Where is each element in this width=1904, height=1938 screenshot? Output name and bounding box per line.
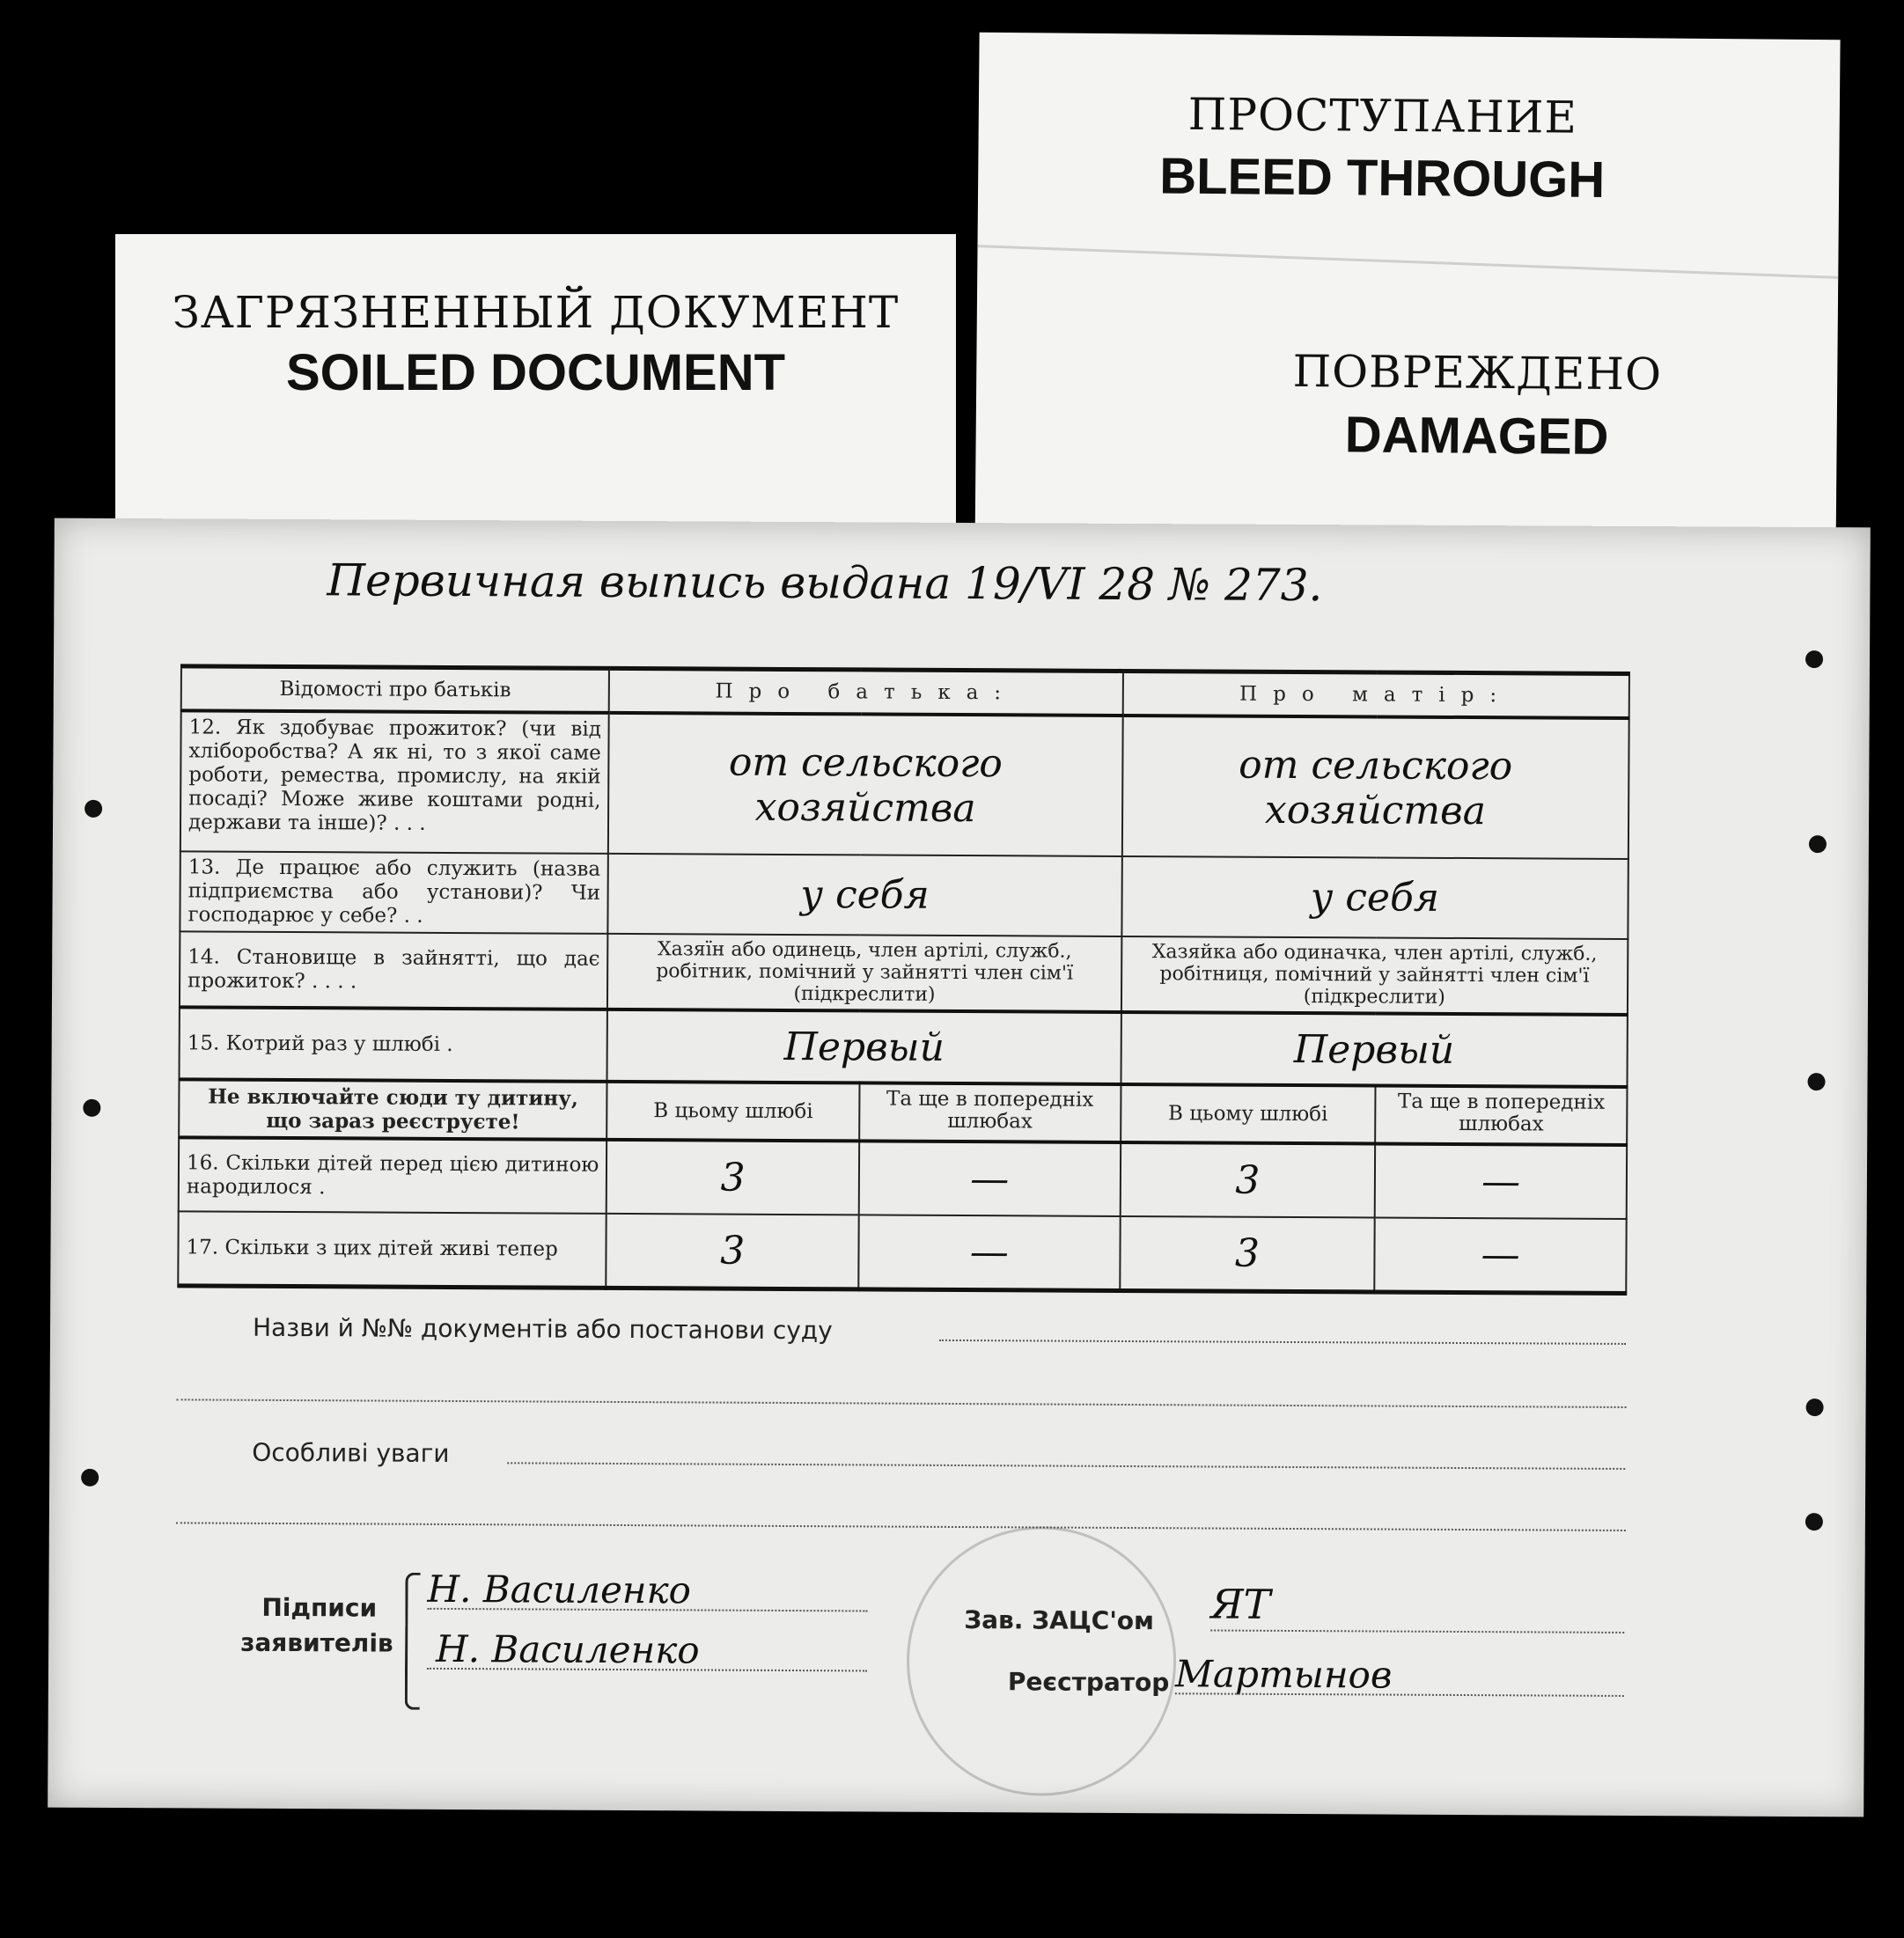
head-signature: ЯТ <box>1210 1580 1271 1628</box>
answer-16-father-prev: — <box>859 1141 1121 1216</box>
father-previous-marriages-header: Та ще в попередніх шлюбах <box>859 1083 1121 1142</box>
damaged-en-label: DAMAGED <box>1344 406 1609 466</box>
answer-17-mother-prev: — <box>1375 1217 1627 1292</box>
table-header-row <box>181 666 1629 718</box>
answer-17-mother-this: 3 <box>1120 1216 1375 1292</box>
signature-bracket <box>405 1573 421 1710</box>
documents-line-2 <box>177 1398 1627 1408</box>
signatures-label-2: заявителів <box>240 1627 393 1658</box>
card-divider <box>978 245 1838 279</box>
answer-15-mother: Первый <box>1121 1012 1628 1087</box>
table-row <box>180 851 1628 939</box>
parents-info-table <box>177 664 1630 1295</box>
header-parents-info: Відомості про батьків <box>181 666 610 713</box>
head-registry-label: Зав. ЗАЦС'ом <box>964 1605 1155 1636</box>
table-row <box>180 1007 1628 1087</box>
signatures-label-1: Підписи <box>261 1592 378 1623</box>
header-mother: Про матір: <box>1122 671 1629 718</box>
table-row <box>178 1211 1626 1293</box>
question-13: 13. Де працює або служить (назва підприємства або установи)? Чи господарює у себе? . . <box>180 851 608 934</box>
bleed-ru-label: ПРОСТУПАНИЕ <box>1187 88 1578 143</box>
faded-stamp <box>906 1526 1177 1797</box>
registrar-signature-line <box>1175 1692 1624 1697</box>
punch-hole <box>1805 1513 1823 1531</box>
table-row <box>180 710 1629 859</box>
soiled-document-card <box>115 234 956 533</box>
table-row <box>180 931 1628 1015</box>
applicant-signature-1: Н. Василенко <box>427 1567 692 1612</box>
question-16: 16. Скільки дітей перед цією дитиною народилося . <box>179 1137 607 1214</box>
punch-hole <box>1805 650 1823 668</box>
punch-hole <box>81 1469 99 1487</box>
mother-previous-marriages-header: Та ще в попередніх шлюбах <box>1375 1085 1627 1144</box>
answer-15-father: Первый <box>607 1009 1121 1084</box>
question-14: 14. Становище в зайнятті, що дає прожиток? . . . . <box>180 931 608 1009</box>
answer-16-mother-prev: — <box>1375 1143 1627 1218</box>
mother-this-marriage-header: В цьому шлюбі <box>1121 1084 1376 1144</box>
head-signature-line <box>1210 1630 1624 1633</box>
answer-12-mother: от сельского хозяйства <box>1121 716 1628 859</box>
header-father: Про батька: <box>609 668 1123 716</box>
notes-label: Особливі уваги <box>252 1437 450 1468</box>
notes-line-2 <box>176 1522 1626 1531</box>
soiled-ru-label: ЗАГРЯЗНЕННЫЙ ДОКУМЕНТ <box>172 287 900 338</box>
applicant-signature-2: Н. Василенко <box>436 1626 700 1672</box>
punch-hole <box>85 800 102 818</box>
form-sheet <box>48 518 1871 1817</box>
table-row <box>179 1079 1627 1145</box>
punch-hole <box>1807 1073 1825 1090</box>
answer-13-mother: у себя <box>1121 856 1628 939</box>
damaged-ru-label: ПОВРЕЖДЕНО <box>1292 345 1663 400</box>
answer-17-father-prev: — <box>858 1215 1120 1290</box>
registrar-label: Реєстратор <box>1007 1667 1170 1698</box>
question-15: 15. Котрий раз у шлюбі . <box>180 1007 608 1082</box>
answer-14-father: Хазяїн або одинець, член артілі, служб., робітник, помічний у зайнятті член сім'ї (підкреслити) <box>607 934 1121 1012</box>
question-17: 17. Скільки з цих дітей живі тепер <box>178 1211 606 1288</box>
bleed-damaged-card <box>974 33 1840 569</box>
answer-16-mother-this: 3 <box>1120 1142 1375 1218</box>
documents-label: Назви й №№ документів або постанови суду <box>252 1312 833 1346</box>
registrar-signature: Мартынов <box>1174 1652 1393 1697</box>
table-row <box>179 1137 1627 1219</box>
bleed-en-label: BLEED THROUGH <box>1158 147 1606 209</box>
father-this-marriage-header: В цьому шлюбі <box>607 1082 860 1141</box>
answer-16-father-this: 3 <box>606 1140 859 1215</box>
notes-line <box>507 1462 1625 1470</box>
punch-hole <box>1809 835 1827 853</box>
answer-17-father-this: 3 <box>606 1214 859 1288</box>
answer-12-father: от сельского хозяйства <box>608 713 1122 856</box>
answer-13-father: у себя <box>608 854 1122 936</box>
punch-hole <box>83 1099 100 1117</box>
soiled-en-label: SOILED DOCUMENT <box>285 344 786 401</box>
top-handwritten-note: Первичная выпись выдана 19/VI 28 № 273. <box>327 554 1323 612</box>
question-12: 12. Як здобуває прожиток? (чи від хліборобства? А як ні, то з якої саме роботи, ремества, промислу, на якій посаді? Може живе коштами родні, держави та інше)? . . . <box>180 710 609 854</box>
answer-14-mother: Хазяйка або одиначка, член артілі, служб., робітниця, помічний у зайнятті член сім'ї (підкреслити) <box>1121 936 1628 1015</box>
exclude-child-note: Не включайте сюди ту дитину, що зараз реєструєте! <box>179 1079 607 1140</box>
punch-hole <box>1806 1398 1824 1416</box>
documents-line <box>939 1340 1626 1345</box>
